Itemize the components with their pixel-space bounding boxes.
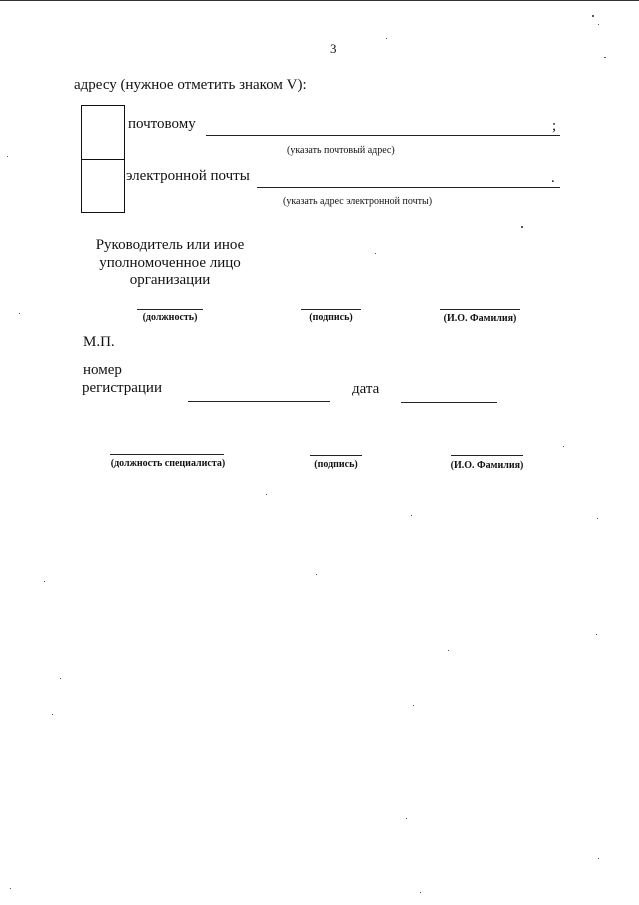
head-name-caption: (И.О. Фамилия) <box>443 313 517 324</box>
postal-checkbox[interactable] <box>81 105 125 161</box>
registration-number-label-line-2: регистрации <box>82 380 162 396</box>
email-hint: (указать адрес электронной почты) <box>283 196 433 207</box>
email-checkbox[interactable] <box>81 159 125 213</box>
specialist-position-field[interactable] <box>110 454 224 455</box>
postal-address-field[interactable] <box>206 135 560 136</box>
page-number: 3 <box>330 41 337 56</box>
stamp-mark: М.П. <box>83 334 115 350</box>
head-title-line-2: уполномоченное лицо <box>99 255 241 271</box>
specialist-signature-caption: (подпись) <box>314 459 358 470</box>
email-end-mark: . <box>551 170 555 186</box>
email-address-field[interactable] <box>257 187 560 188</box>
head-position-field[interactable] <box>137 309 203 310</box>
postal-end-mark: ; <box>552 118 557 134</box>
specialist-position-caption: (должность специалиста) <box>110 458 226 469</box>
head-signature-field[interactable] <box>301 309 361 310</box>
head-title-line-1: Руководитель или иное <box>95 237 245 253</box>
specialist-name-field[interactable] <box>451 455 523 456</box>
registration-date-field[interactable] <box>401 402 497 403</box>
postal-hint: (указать почтовый адрес) <box>287 145 395 156</box>
head-signature-caption: (подпись) <box>309 312 353 323</box>
head-title-line-3: организации <box>129 272 211 288</box>
address-intro: адресу (нужное отметить знаком V): <box>74 77 307 93</box>
email-label: электронной почты <box>126 168 250 184</box>
registration-number-label-line-1: номер <box>83 362 122 378</box>
page-top-edge <box>0 0 639 1</box>
registration-date-label: дата <box>352 381 380 397</box>
specialist-signature-field[interactable] <box>310 455 362 456</box>
registration-number-field[interactable] <box>188 401 330 402</box>
head-name-field[interactable] <box>440 309 520 310</box>
specialist-name-caption: (И.О. Фамилия) <box>450 460 524 471</box>
head-position-caption: (должность) <box>142 312 198 323</box>
postal-label: почтовому <box>128 116 196 132</box>
